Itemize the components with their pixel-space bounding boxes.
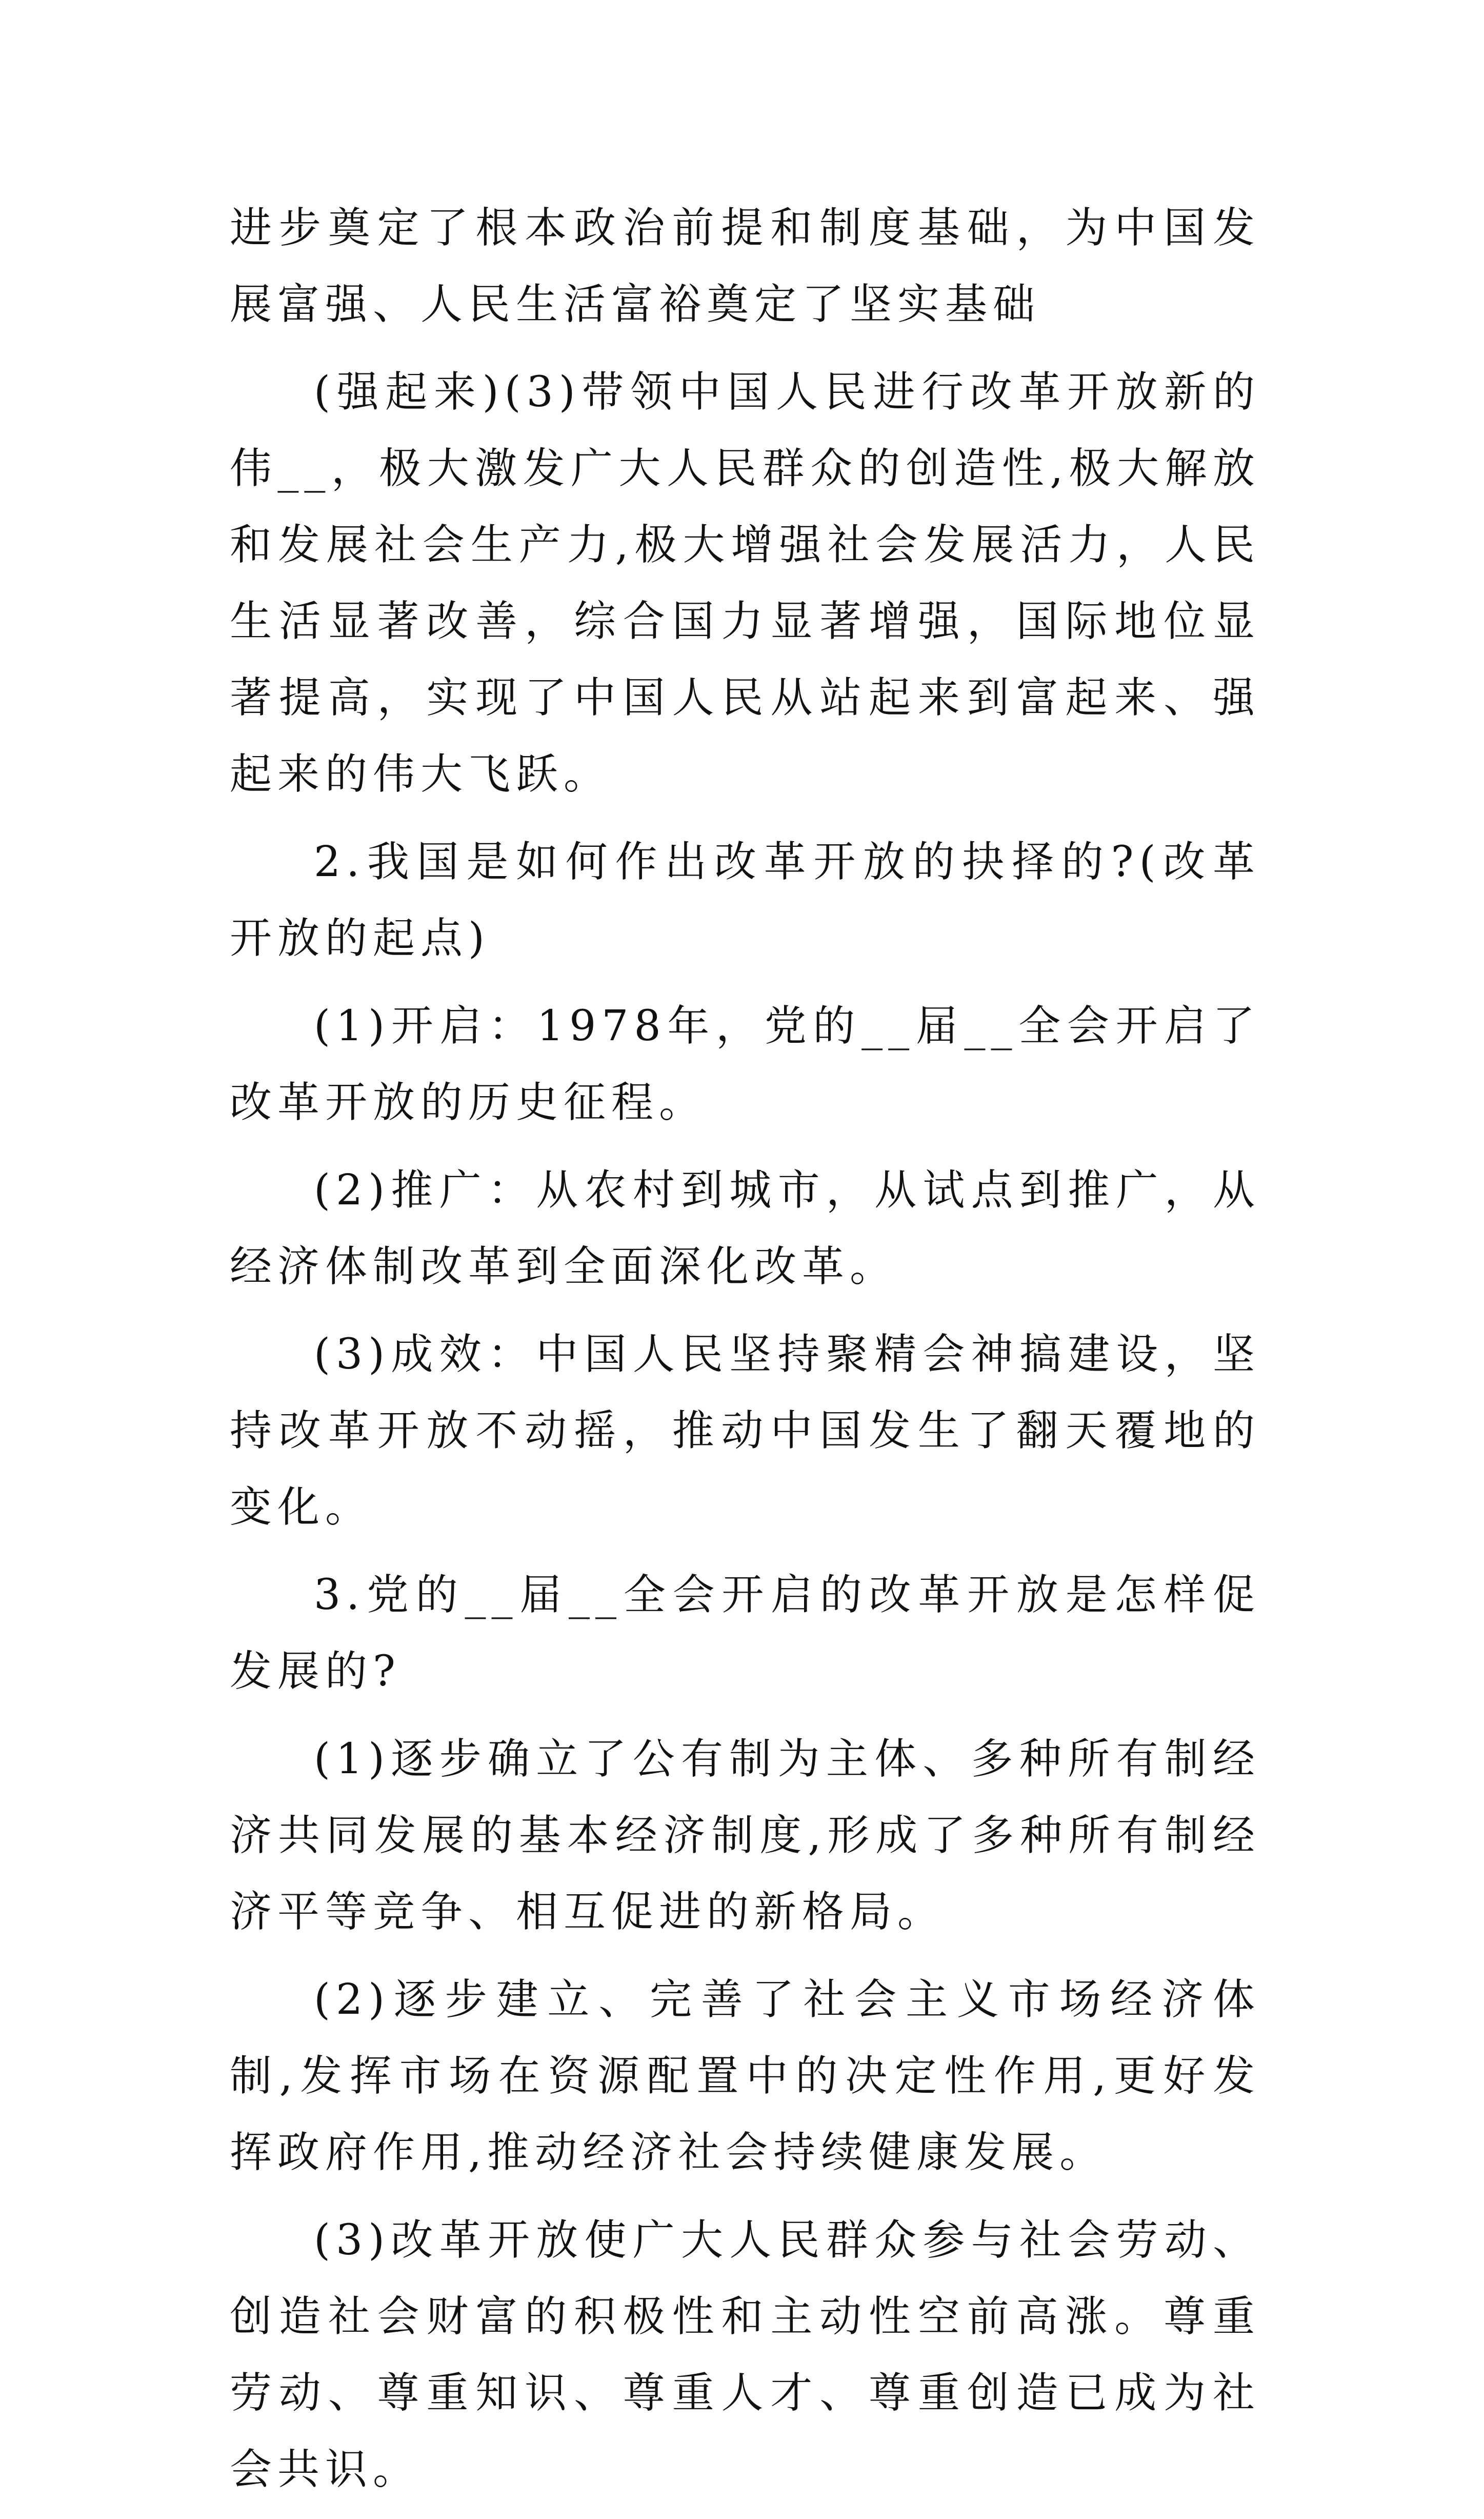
paragraph-labor-enthusiasm: (3)改革开放使广大人民群众参与社会劳动、创造社会财富的积极性和主动性空前高涨。尊重劳动、尊重知识、尊重人才、尊重创造已成为社会共识。 (230, 2216, 1260, 2494)
paragraph-point-1-start: (1)开启：1978年，党的__届__全会开启了改革开放的历史征程。 (230, 1002, 1260, 1127)
paragraph-market-economy: (2)逐步建立、完善了社会主义市场经济体制,发挥市场在资源配置中的决定性作用,更好发挥政府作用,推动经济社会持续健康发展。 (230, 1975, 1260, 2177)
paragraph-point-3-effect: (3)成效：中国人民坚持聚精会神搞建设，坚持改革开放不动摇，推动中国发生了翻天覆地的变化。 (230, 1330, 1260, 1532)
paragraph-strong-rise: (强起来)(3)带领中国人民进行改革开放新的伟__，极大激发广大人民群众的创造性,极大解放和发展社会生产力,极大增强社会发展活力，人民生活显著改善，综合国力显著增强，国际地位显著提高，实现了中国人民从站起来到富起来、强起来的伟大飞跃。 (230, 368, 1260, 799)
paragraph-point-2-spread: (2)推广：从农村到城市，从试点到推广，从经济体制改革到全面深化改革。 (230, 1166, 1260, 1291)
question-heading-3: 3.党的__届__全会开启的改革开放是怎样促发展的? (230, 1571, 1260, 1696)
paragraph-economic-system: (1)逐步确立了公有制为主体、多种所有制经济共同发展的基本经济制度,形成了多种所有制经济平等竞争、相互促进的新格局。 (230, 1735, 1260, 1936)
question-heading-2: 2.我国是如何作出改革开放的抉择的?(改革开放的起点) (230, 838, 1260, 963)
document-body (230, 190, 1260, 2519)
paragraph-continuation: 进步奠定了根本政治前提和制度基础，为中国发展富强、人民生活富裕奠定了坚实基础 (230, 204, 1260, 329)
